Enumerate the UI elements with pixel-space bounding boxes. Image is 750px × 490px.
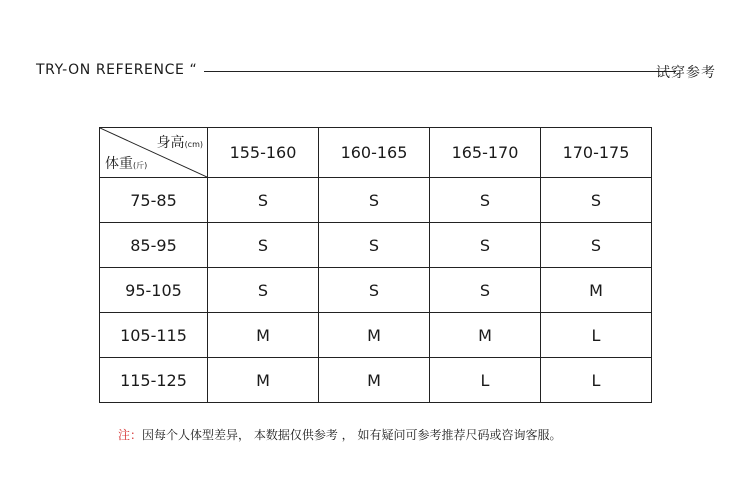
- size-cell: S: [430, 268, 541, 313]
- table-corner-cell: [100, 128, 208, 178]
- size-cell: M: [319, 358, 430, 403]
- size-cell: S: [541, 178, 652, 223]
- size-cell: S: [430, 178, 541, 223]
- height-column-header: 155-160: [208, 128, 319, 178]
- table-header-row: [100, 128, 652, 178]
- height-column-header: 160-165: [319, 128, 430, 178]
- size-cell: S: [208, 223, 319, 268]
- weight-label-text: 体重: [105, 156, 133, 172]
- size-cell: M: [208, 313, 319, 358]
- table-row: [100, 358, 652, 403]
- size-cell: M: [319, 313, 430, 358]
- note-label: 注：: [118, 428, 143, 442]
- size-cell: S: [319, 178, 430, 223]
- size-cell: S: [319, 268, 430, 313]
- table-row: [100, 178, 652, 223]
- weight-row-header: 115-125: [100, 358, 208, 403]
- header-title-en: TRY-ON REFERENCE “: [36, 62, 198, 78]
- size-cell: L: [541, 358, 652, 403]
- size-cell: M: [541, 268, 652, 313]
- size-cell: M: [208, 358, 319, 403]
- size-cell: S: [208, 178, 319, 223]
- weight-row-header: 95-105: [100, 268, 208, 313]
- table-row: [100, 268, 652, 313]
- disclaimer-note: [118, 426, 561, 443]
- height-column-header: 165-170: [430, 128, 541, 178]
- size-cell: S: [541, 223, 652, 268]
- weight-row-header: 75-85: [100, 178, 208, 223]
- height-axis-label: [157, 132, 203, 152]
- section-header: [36, 60, 716, 82]
- table-row: [100, 313, 652, 358]
- size-cell: S: [319, 223, 430, 268]
- size-cell: L: [430, 358, 541, 403]
- weight-row-header: 85-95: [100, 223, 208, 268]
- height-column-header: 170-175: [541, 128, 652, 178]
- height-unit: (cm): [184, 140, 203, 149]
- height-label-text: 身高: [156, 135, 185, 151]
- weight-axis-label: [105, 153, 147, 173]
- table-row: [100, 223, 652, 268]
- header-title-cn: 试穿参考: [656, 65, 716, 81]
- weight-row-header: 105-115: [100, 313, 208, 358]
- header-divider-line: [204, 71, 676, 72]
- size-reference-table: [99, 127, 652, 403]
- size-cell: L: [541, 313, 652, 358]
- weight-unit: (斤): [133, 161, 148, 170]
- size-cell: S: [430, 223, 541, 268]
- size-cell: M: [430, 313, 541, 358]
- size-cell: S: [208, 268, 319, 313]
- note-text: 因每个人体型差异， 本数据仅供参考 ， 如有疑问可参考推荐尺码或咨询客服。: [142, 428, 562, 442]
